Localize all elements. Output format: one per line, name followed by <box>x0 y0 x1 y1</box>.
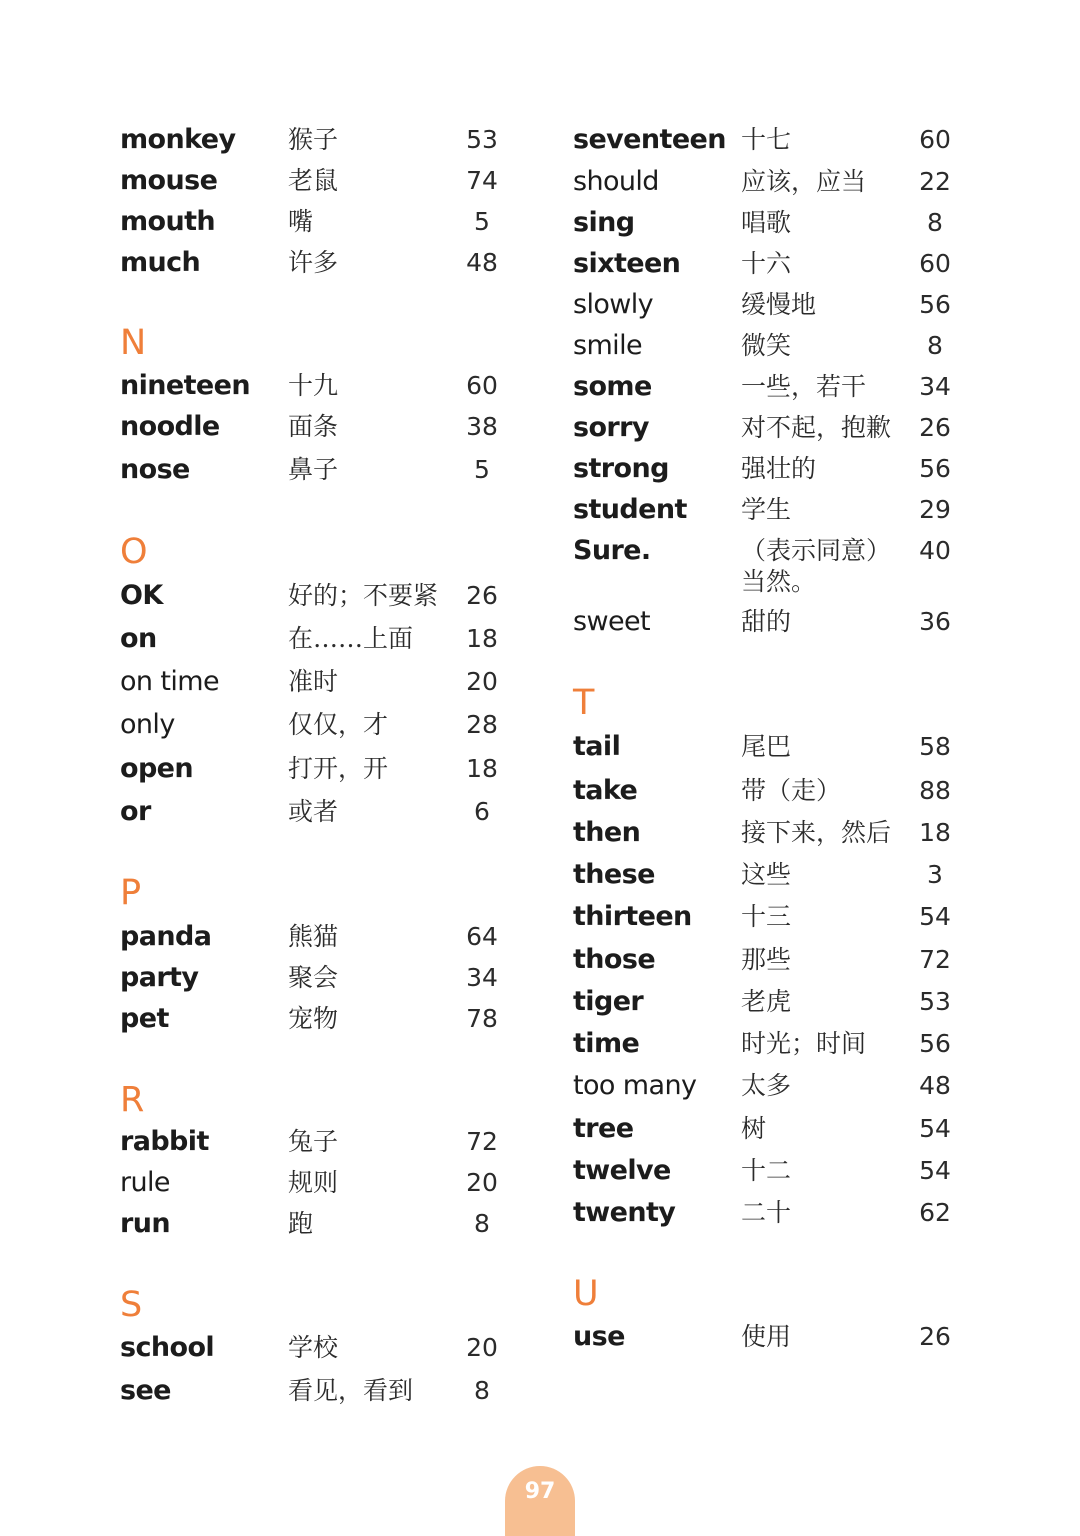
entry-translation: 许多 <box>288 248 339 277</box>
entry-translation-line2: 当然。 <box>741 567 817 596</box>
entry-translation: 应该，应当 <box>741 167 867 196</box>
entry-translation: 十七 <box>741 125 792 154</box>
entry-word: monkey <box>120 124 236 155</box>
entry-word: see <box>120 1375 171 1406</box>
entry-page: 18 <box>466 754 498 783</box>
entry-page: 56 <box>919 454 951 483</box>
entry-translation: 仅仅，才 <box>288 710 389 739</box>
entry-word: slowly <box>573 289 654 320</box>
entry-page: 48 <box>919 1071 951 1100</box>
entry-page: 88 <box>919 776 951 805</box>
entry-page: 6 <box>474 797 490 826</box>
entry-word: OK <box>120 580 163 611</box>
entry-page: 60 <box>919 249 951 278</box>
entry-page: 20 <box>466 667 498 696</box>
entry-translation: （表示同意） <box>741 536 892 565</box>
entry-word: Sure. <box>573 535 651 566</box>
entry-translation: 这些 <box>741 860 792 889</box>
entry-translation: 或者 <box>288 797 339 826</box>
entry-translation: 那些 <box>741 945 792 974</box>
entry-word: sorry <box>573 412 649 443</box>
entry-translation: 跑 <box>288 1209 314 1238</box>
entry-word: pet <box>120 1003 169 1034</box>
entry-word: smile <box>573 330 642 361</box>
entry-word: only <box>120 709 175 740</box>
entry-word: on <box>120 623 157 654</box>
entry-translation: 聚会 <box>288 963 339 992</box>
entry-page: 60 <box>919 125 951 154</box>
entry-word: nose <box>120 454 190 485</box>
entry-word: noodle <box>120 411 220 442</box>
entry-translation: 准时 <box>288 667 339 696</box>
entry-page: 22 <box>919 167 951 196</box>
entry-page: 62 <box>919 1198 951 1227</box>
entry-page: 8 <box>474 1376 490 1405</box>
entry-translation: 十三 <box>741 902 792 931</box>
entry-word: party <box>120 962 199 993</box>
entry-translation: 规则 <box>288 1168 339 1197</box>
entry-translation: 接下来，然后 <box>741 818 892 847</box>
entry-word: should <box>573 166 659 197</box>
entry-translation: 十九 <box>288 371 339 400</box>
entry-translation: 打开，开 <box>288 754 389 783</box>
page-number: 97 <box>524 1479 556 1504</box>
entry-word: some <box>573 371 652 402</box>
entry-word: mouse <box>120 165 218 196</box>
entry-word: too many <box>573 1070 697 1101</box>
entry-word: nineteen <box>120 370 250 401</box>
right-column <box>573 0 1023 1526</box>
entry-page: 56 <box>919 1029 951 1058</box>
section-letter: N <box>120 323 147 363</box>
entry-translation: 嘴 <box>288 207 314 236</box>
entry-translation: 十二 <box>741 1156 792 1185</box>
entry-translation: 对不起，抱歉 <box>741 413 892 442</box>
entry-page: 54 <box>919 1114 951 1143</box>
entry-page: 34 <box>466 963 498 992</box>
entry-page: 29 <box>919 495 951 524</box>
entry-translation: 甜的 <box>741 607 792 636</box>
entry-word: student <box>573 494 687 525</box>
entry-word: rule <box>120 1167 170 1198</box>
entry-translation: 宠物 <box>288 1004 339 1033</box>
entry-word: tree <box>573 1113 634 1144</box>
section-letter: R <box>120 1080 145 1120</box>
entry-translation: 一些，若干 <box>741 372 867 401</box>
entry-page: 40 <box>919 536 951 565</box>
entry-page: 20 <box>466 1168 498 1197</box>
entry-translation: 微笑 <box>741 331 792 360</box>
entry-translation: 使用 <box>741 1322 792 1351</box>
entry-page: 72 <box>919 945 951 974</box>
entry-page: 34 <box>919 372 951 401</box>
entry-page: 54 <box>919 1156 951 1185</box>
entry-translation: 面条 <box>288 412 339 441</box>
entry-word: thirteen <box>573 901 692 932</box>
entry-page: 53 <box>466 125 498 154</box>
entry-translation: 时光；时间 <box>741 1029 867 1058</box>
entry-page: 26 <box>919 1322 951 1351</box>
entry-page: 20 <box>466 1333 498 1362</box>
entry-page: 54 <box>919 902 951 931</box>
entry-word: tail <box>573 731 621 762</box>
entry-translation: 二十 <box>741 1198 792 1227</box>
entry-word: twenty <box>573 1197 676 1228</box>
entry-word: strong <box>573 453 669 484</box>
entry-translation: 学校 <box>288 1333 339 1362</box>
entry-page: 8 <box>927 208 943 237</box>
entry-word: twelve <box>573 1155 671 1186</box>
section-letter: O <box>120 532 148 572</box>
entry-translation: 在……上面 <box>288 624 414 653</box>
left-column <box>120 0 570 1526</box>
entry-translation: 强壮的 <box>741 454 817 483</box>
section-letter: P <box>120 873 142 913</box>
entry-translation: 带（走） <box>741 776 842 805</box>
entry-page: 26 <box>919 413 951 442</box>
entry-page: 64 <box>466 922 498 951</box>
entry-page: 18 <box>466 624 498 653</box>
entry-translation: 好的；不要紧 <box>288 581 439 610</box>
entry-translation: 学生 <box>741 495 792 524</box>
entry-page: 8 <box>927 331 943 360</box>
section-letter: S <box>120 1285 143 1325</box>
entry-translation: 唱歌 <box>741 208 792 237</box>
section-letter: U <box>573 1274 599 1314</box>
entry-word: these <box>573 859 655 890</box>
entry-word: school <box>120 1332 215 1363</box>
entry-page: 38 <box>466 412 498 441</box>
entry-word: sweet <box>573 606 650 637</box>
entry-translation: 猴子 <box>288 125 339 154</box>
entry-page: 5 <box>474 207 490 236</box>
entry-page: 5 <box>474 455 490 484</box>
entry-word: or <box>120 796 151 827</box>
entry-page: 18 <box>919 818 951 847</box>
entry-page: 36 <box>919 607 951 636</box>
entry-page: 74 <box>466 166 498 195</box>
entry-page: 58 <box>919 732 951 761</box>
entry-word: much <box>120 247 201 278</box>
entry-translation: 熊猫 <box>288 922 339 951</box>
entry-page: 48 <box>466 248 498 277</box>
entry-translation: 缓慢地 <box>741 290 817 319</box>
entry-word: on time <box>120 666 220 697</box>
entry-page: 28 <box>466 710 498 739</box>
entry-translation: 看见，看到 <box>288 1376 414 1405</box>
entry-word: then <box>573 817 641 848</box>
entry-translation: 十六 <box>741 249 792 278</box>
entry-translation: 树 <box>741 1114 767 1143</box>
entry-word: panda <box>120 921 212 952</box>
entry-page: 26 <box>466 581 498 610</box>
entry-word: time <box>573 1028 640 1059</box>
entry-page: 56 <box>919 290 951 319</box>
entry-translation: 鼻子 <box>288 455 339 484</box>
entry-translation: 老虎 <box>741 987 792 1016</box>
entry-word: take <box>573 775 638 806</box>
entry-word: mouth <box>120 206 216 237</box>
entry-page: 72 <box>466 1127 498 1156</box>
entry-word: seventeen <box>573 124 726 155</box>
entry-word: rabbit <box>120 1126 209 1157</box>
entry-word: sing <box>573 207 635 238</box>
entry-page: 53 <box>919 987 951 1016</box>
entry-word: tiger <box>573 986 644 1017</box>
section-letter: T <box>573 683 595 723</box>
entry-page: 60 <box>466 371 498 400</box>
entry-translation: 兔子 <box>288 1127 339 1156</box>
entry-translation: 老鼠 <box>288 166 339 195</box>
entry-page: 8 <box>474 1209 490 1238</box>
entry-word: those <box>573 944 656 975</box>
entry-page: 3 <box>927 860 943 889</box>
entry-word: use <box>573 1321 625 1352</box>
entry-word: sixteen <box>573 248 681 279</box>
entry-translation: 尾巴 <box>741 732 792 761</box>
entry-translation: 太多 <box>741 1071 792 1100</box>
entry-word: open <box>120 753 194 784</box>
entry-page: 78 <box>466 1004 498 1033</box>
entry-word: run <box>120 1208 170 1239</box>
